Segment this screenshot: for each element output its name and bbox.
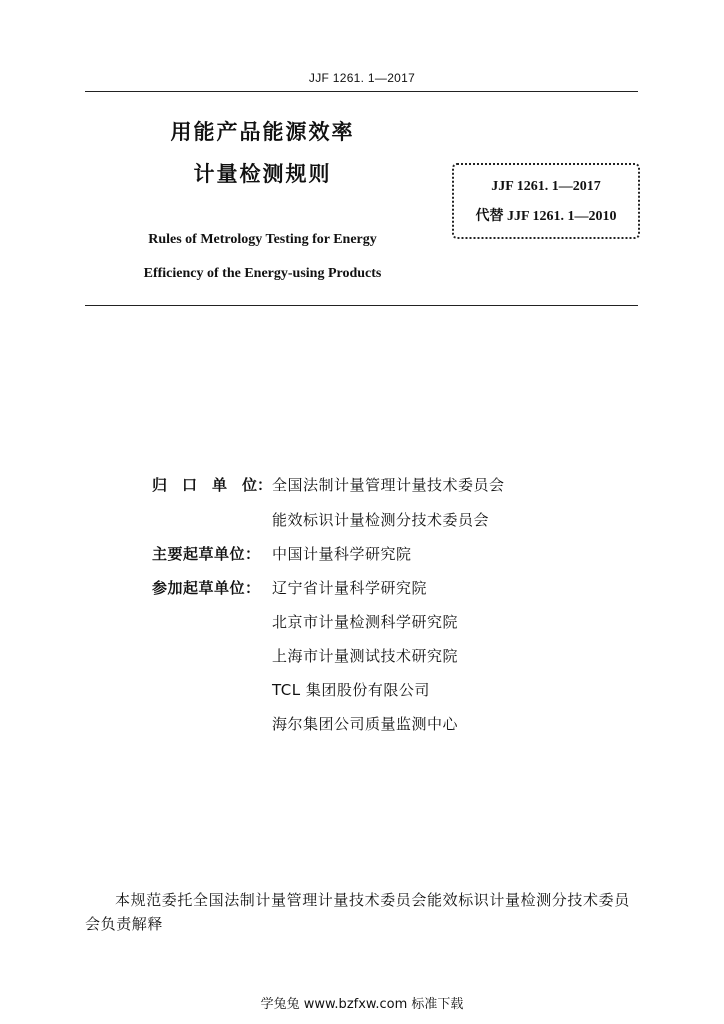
participant-4: TCL 集团股份有限公司 (272, 681, 430, 699)
main-drafter: 中国计量科学研究院 (272, 545, 412, 563)
interpretation-note: 本规范委托全国法制计量管理计量技术委员会能效标识计量检测分技术委员会负责解释 (85, 891, 630, 933)
responsible-unit-2: 能效标识计量检测分技术委员会 (272, 511, 490, 529)
title-divider (85, 305, 638, 306)
participant-5: 海尔集团公司质量监测中心 (272, 715, 459, 733)
participant-2: 北京市计量检测科学研究院 (272, 613, 459, 631)
title-chinese-line1: 用能产品能源效率 (170, 120, 355, 144)
participant-1: 辽宁省计量科学研究院 (272, 579, 428, 597)
replaces-code: 代替 JJF 1261. 1—2010 (475, 209, 617, 224)
responsible-unit-label: 归 口 单 位： (152, 476, 273, 494)
title-chinese-line2: 计量检测规则 (193, 162, 332, 186)
standard-code: JJF 1261. 1—2017 (491, 179, 601, 194)
title-english-line1: Rules of Metrology Testing for Energy (148, 232, 377, 247)
title-english-line2: Efficiency of the Energy-using Products (143, 266, 382, 281)
header-standard-code: JJF 1261. 1—2017 (308, 71, 416, 85)
participant-3: 上海市计量测试技术研究院 (272, 647, 459, 665)
participants-label: 参加起草单位： (152, 579, 261, 597)
responsible-unit-1: 全国法制计量管理计量技术委员会 (272, 476, 505, 494)
header-divider (85, 91, 638, 92)
standard-code-box (452, 163, 640, 239)
main-drafter-label: 主要起草单位： (152, 545, 261, 563)
footer-watermark: 学兔兔 www.bzfxw.com 标准下载 (260, 997, 464, 1012)
